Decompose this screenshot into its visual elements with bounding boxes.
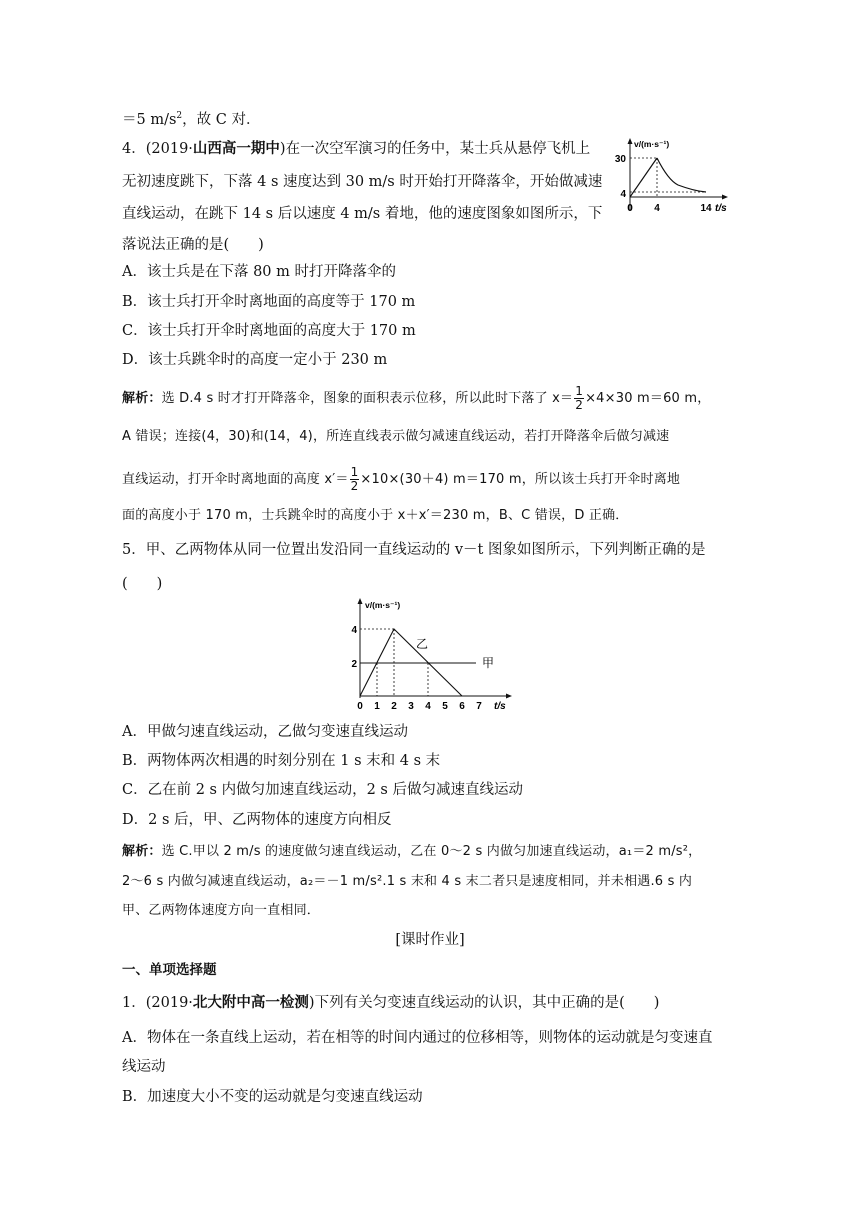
q4-velocity-graph — [606, 135, 736, 220]
homework-title: [课时作业] — [395, 932, 465, 948]
q4-source: 山西高一期中 — [192, 140, 280, 157]
q5-xtick-0: 0 — [357, 701, 363, 712]
q4-analysis-line-2: A 错误；连接(4，30)和(14，4)，所连直线表示做匀减速直线运动，若打开降落伞后做匀减速 — [122, 429, 670, 444]
q5-xlabel: t/s — [494, 701, 506, 712]
hw-q1-line-1: 1．(2019·北大附中高一检测)下列有关匀变速直线运动的认识，其中正确的是( ) — [122, 994, 660, 1011]
q4-line-3: 直线运动，在跳下 14 s 后以速度 4 m/s 着地，他的速度图象如图所示，下 — [122, 206, 603, 222]
q5-analysis-label: 解析： — [122, 844, 162, 859]
q4-option-a: A．该士兵是在下落 80 m 时打开降落伞的 — [122, 264, 396, 280]
q4-fraction-half-2: $\frac{1}{2}$ — [350, 465, 359, 493]
q4-option-b: B．该士兵打开伞时离地面的高度等于 170 m — [122, 294, 416, 310]
q5-analysis-line-1: 解析：选 C.甲以 2 m/s 的速度做匀速直线运动，乙在 0～2 s 内做匀加速直线运动，a₁＝2 m/s²， — [122, 844, 702, 859]
hw-q1-option-b: B．加速度大小不变的运动就是匀变速直线运动 — [122, 1089, 423, 1105]
q4-option-c: C．该士兵打开伞时离地面的高度大于 170 m — [122, 323, 416, 339]
q5-xtick-3: 3 — [408, 701, 414, 712]
q4-option-d: D．该士兵跳伞时的高度一定小于 230 m — [122, 352, 388, 368]
q4-ylabel: v/(m·s⁻¹) — [634, 139, 670, 149]
q5-xtick-4: 4 — [425, 701, 431, 712]
q5-option-b: B．两物体两次相遇的时刻分别在 1 s 末和 4 s 末 — [122, 753, 441, 769]
q4-analysis-line-3: 直线运动，打开伞时离地面的高度 x′＝ $\frac{1}{2}$ ×10×(30＋4) m＝170 m，所以该士兵打开伞时离地 — [122, 465, 681, 493]
q5-option-c: C．乙在前 2 s 内做匀加速直线运动，2 s 后做匀减速直线运动 — [122, 782, 523, 798]
q5-xtick-5: 5 — [442, 701, 448, 712]
q5-xtick-2: 2 — [391, 701, 397, 712]
q5-ylabel: v/(m·s⁻¹) — [365, 600, 401, 610]
hw-q1-source: 北大附中高一检测 — [192, 994, 309, 1011]
continued-line: ＝5 $m/s^2$，故 C 对． — [122, 111, 261, 128]
q5-analysis-line-2: 2～6 s 内做匀减速直线运动，a₂＝－1 m/s².1 s 末和 4 s 末二者只是速度相同，并未相遇.6 s 内 — [122, 874, 693, 889]
q4-analysis-line-1: 解析：选 D.4 s 时才打开降落伞，图象的面积表示位移，所以此时下落了 x＝ $\frac{1}{2}$ ×4×30 m＝60 m， — [122, 384, 711, 412]
q5-label-jia: 甲 — [482, 656, 495, 670]
q4-ytick-30: 30 — [614, 154, 626, 165]
q4-fraction-half: $\frac{1}{2}$ — [575, 384, 584, 412]
q5-ytick-4: 4 — [351, 625, 357, 636]
q4-line-2: 无初速度跳下，下落 4 s 速度达到 30 m/s 时开始打开降落伞，开始做减速 — [122, 174, 603, 190]
q4-xtick-14: 14 — [700, 203, 712, 214]
q5-line-2: ( ) — [122, 576, 163, 592]
q4-xtick-0: 0 — [627, 203, 633, 214]
q5-xtick-7: 7 — [476, 701, 482, 712]
q4-xtick-4: 4 — [654, 203, 660, 214]
q5-analysis-line-3: 甲、乙两物体速度方向一直相同． — [122, 903, 321, 918]
q4-line-4: 落说法正确的是( ) — [122, 237, 264, 253]
q5-xtick-1: 1 — [374, 701, 380, 712]
q5-line-1: 5．甲、乙两物体从同一位置出发沿同一直线运动的 v－t 图象如图所示，下列判断正确的是 — [122, 542, 706, 558]
q5-option-a: A．甲做匀速直线运动，乙做匀变速直线运动 — [122, 724, 408, 740]
q5-label-yi: 乙 — [416, 637, 429, 651]
hw-q1-option-a-line-2: 线运动 — [122, 1059, 166, 1075]
q5-ytick-2: 2 — [351, 659, 357, 670]
q5-xtick-6: 6 — [459, 701, 465, 712]
q4-analysis-line-4: 面的高度小于 170 m，士兵跳伞时的高度小于 x＋x′＝230 m，B、C 错误，D 正确． — [122, 508, 629, 523]
q5-option-d: D．2 s 后，甲、乙两物体的速度方向相反 — [122, 812, 392, 828]
hw-q1-option-a-line-1: A．物体在一条直线上运动，若在相等的时间内通过的位移相等，则物体的运动就是匀变速直 — [122, 1030, 713, 1046]
q4-line-1: 4．(2019·山西高一期中)在一次空军演习的任务中，某士兵从悬停飞机上 — [122, 140, 591, 157]
q5-velocity-graph — [336, 595, 516, 713]
q4-ytick-4: 4 — [620, 189, 626, 200]
q4-xlabel: t/s — [715, 203, 727, 214]
section-heading: 一、单项选择题 — [122, 962, 217, 978]
q4-analysis-label: 解析： — [122, 391, 162, 406]
